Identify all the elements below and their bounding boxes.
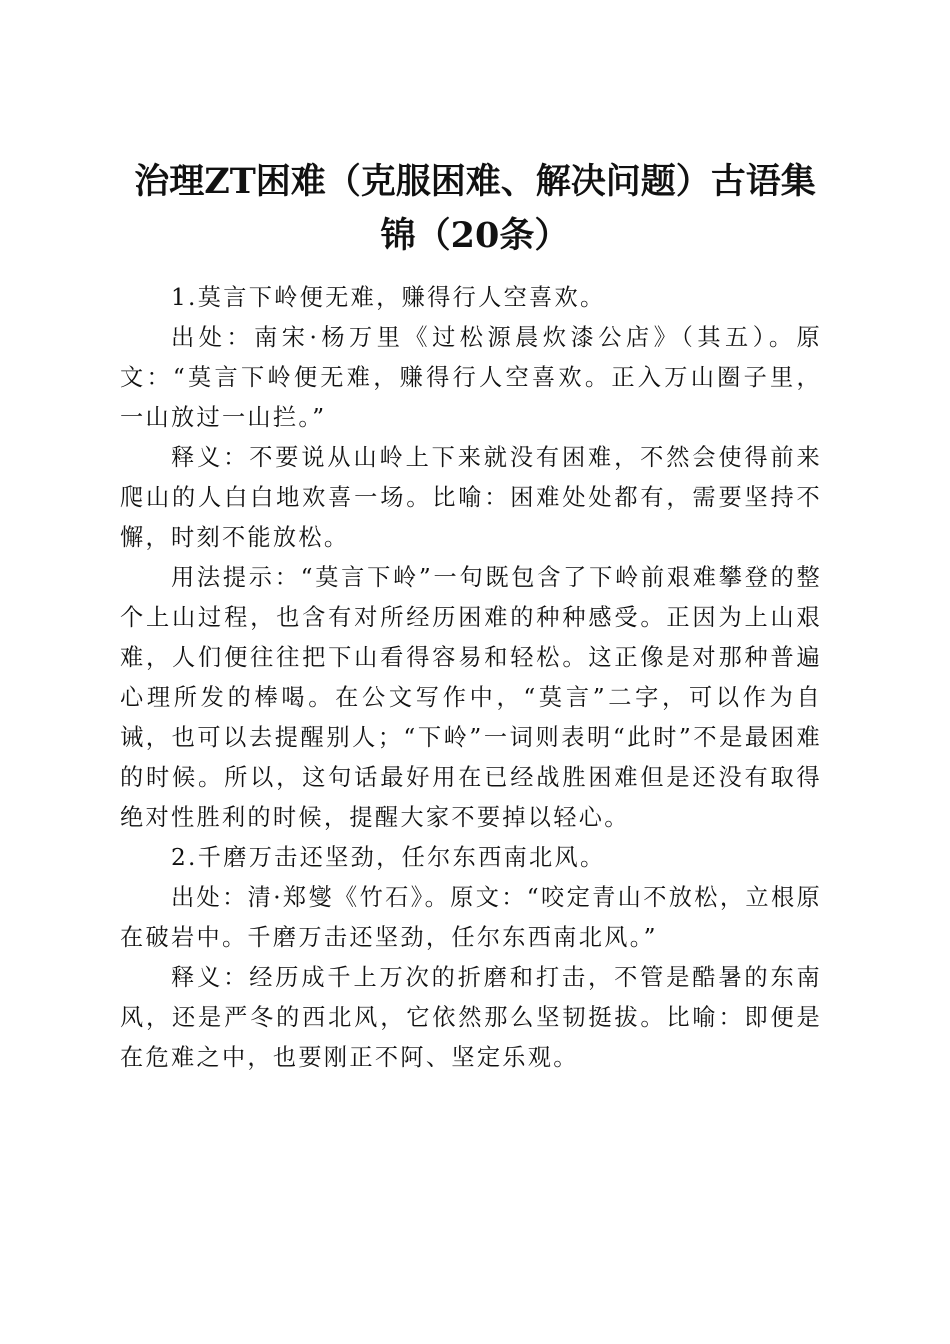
document-body bbox=[120, 278, 822, 1078]
quote-1-meaning: 释义：不要说从山岭上下来就没有困难，不然会使得前来爬山的人白白地欢喜一场。比喻：困难处处都有，需要坚持不懈，时刻不能放松。 bbox=[120, 444, 822, 551]
title-line-2: 锦（20条） bbox=[380, 215, 570, 257]
quote-1-usage: 用法提示：“莫言下岭”一句既包含了下岭前艰难攀登的整个上山过程，也含有对所经历困难的种种感受。正因为上山艰难，人们便往往把下山看得容易和轻松。这正像是对那种普遍心理所发的棒喝。在公文写作中，“莫言”二字，可以作为自诫，也可以去提醒别人；“下岭”一词则表明“此时”不是最困难的时候。所以，这句话最好用在已经战胜困难但是还没有取得绝对性胜利的时候，提醒大家不要掉以轻心。 bbox=[120, 564, 822, 831]
quote-1-source: 出处：南宋·杨万里《过松源晨炊漆公店》（其五）。原文：“莫言下岭便无难，赚得行人空喜欢。正入万山圈子里，一山放过一山拦。” bbox=[120, 324, 822, 431]
quote-2-heading: 2.千磨万击还坚劲，任尔东西南北风。 bbox=[171, 844, 606, 871]
title-line-1: 治理ZT困难（克服困难、解决问题）古语集 bbox=[134, 161, 816, 203]
quote-2-meaning: 释义：经历成千上万次的折磨和打击，不管是酷暑的东南风，还是严冬的西北风，它依然那么坚韧挺拔。比喻：即便是在危难之中，也要刚正不阿、坚定乐观。 bbox=[120, 964, 822, 1071]
quote-1-heading: 1.莫言下岭便无难，赚得行人空喜欢。 bbox=[171, 284, 606, 311]
quote-2-source: 出处：清·郑燮《竹石》。原文：“咬定青山不放松，立根原在破岩中。千磨万击还坚劲，任尔东西南北风。” bbox=[120, 884, 822, 951]
document-title bbox=[100, 155, 850, 263]
